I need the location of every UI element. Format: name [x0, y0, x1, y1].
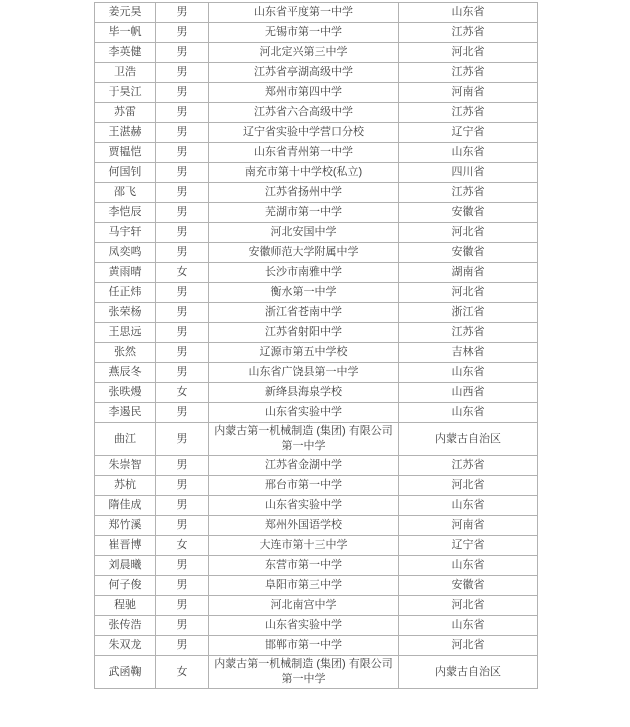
province-cell: 江苏省 [399, 183, 538, 203]
province-cell: 安徽省 [399, 576, 538, 596]
school-cell: 山东省实验中学 [209, 616, 399, 636]
table-row [95, 516, 538, 536]
school-cell: 南充市第十中学校(私立) [209, 163, 399, 183]
province-cell: 浙江省 [399, 303, 538, 323]
table-row [95, 103, 538, 123]
gender-cell: 男 [156, 363, 209, 383]
name-cell: 李英健 [95, 43, 156, 63]
school-cell: 郑州外国语学校 [209, 516, 399, 536]
gender-cell: 男 [156, 556, 209, 576]
name-cell: 苏杭 [95, 476, 156, 496]
table-row [95, 223, 538, 243]
gender-cell: 男 [156, 616, 209, 636]
table-row [95, 596, 538, 616]
gender-cell: 男 [156, 303, 209, 323]
school-cell: 山东省实验中学 [209, 496, 399, 516]
name-cell: 隋佳成 [95, 496, 156, 516]
school-cell: 河北定兴第三中学 [209, 43, 399, 63]
gender-cell: 男 [156, 143, 209, 163]
school-cell: 河北安国中学 [209, 223, 399, 243]
province-cell: 内蒙古自治区 [399, 423, 538, 456]
province-cell: 河北省 [399, 223, 538, 243]
name-cell: 崔晋博 [95, 536, 156, 556]
table-row [95, 43, 538, 63]
name-cell: 黄雨晴 [95, 263, 156, 283]
name-cell: 朱双龙 [95, 636, 156, 656]
table-row [95, 163, 538, 183]
name-cell: 张然 [95, 343, 156, 363]
gender-cell: 男 [156, 476, 209, 496]
province-cell: 山东省 [399, 496, 538, 516]
gender-cell: 男 [156, 243, 209, 263]
province-cell: 河北省 [399, 283, 538, 303]
province-cell: 山东省 [399, 616, 538, 636]
table-row [95, 636, 538, 656]
name-cell: 燕辰冬 [95, 363, 156, 383]
gender-cell: 男 [156, 63, 209, 83]
school-cell: 山东省实验中学 [209, 403, 399, 423]
table-row [95, 456, 538, 476]
province-cell: 河北省 [399, 596, 538, 616]
gender-cell: 男 [156, 83, 209, 103]
gender-cell: 男 [156, 163, 209, 183]
school-cell: 大连市第十三中学 [209, 536, 399, 556]
school-cell: 长沙市南雅中学 [209, 263, 399, 283]
table-row [95, 283, 538, 303]
school-cell: 无锡市第一中学 [209, 23, 399, 43]
name-cell: 毕一帆 [95, 23, 156, 43]
gender-cell: 女 [156, 656, 209, 689]
gender-cell: 男 [156, 23, 209, 43]
table-row [95, 403, 538, 423]
name-cell: 李恺辰 [95, 203, 156, 223]
province-cell: 四川省 [399, 163, 538, 183]
name-cell: 任正炜 [95, 283, 156, 303]
name-cell: 凤奕鸣 [95, 243, 156, 263]
gender-cell: 男 [156, 343, 209, 363]
province-cell: 江苏省 [399, 103, 538, 123]
province-cell: 辽宁省 [399, 123, 538, 143]
gender-cell: 男 [156, 183, 209, 203]
gender-cell: 男 [156, 403, 209, 423]
name-cell: 张传浩 [95, 616, 156, 636]
gender-cell: 男 [156, 223, 209, 243]
gender-cell: 男 [156, 576, 209, 596]
name-cell: 马宇轩 [95, 223, 156, 243]
name-cell: 武函鞠 [95, 656, 156, 689]
gender-cell: 男 [156, 496, 209, 516]
province-cell: 山东省 [399, 3, 538, 23]
name-cell: 苏雷 [95, 103, 156, 123]
province-cell: 江苏省 [399, 456, 538, 476]
province-cell: 江苏省 [399, 23, 538, 43]
table-row [95, 323, 538, 343]
name-cell: 邵飞 [95, 183, 156, 203]
province-cell: 湖南省 [399, 263, 538, 283]
name-cell: 王思远 [95, 323, 156, 343]
table-row [95, 63, 538, 83]
name-cell: 程驰 [95, 596, 156, 616]
province-cell: 安徽省 [399, 203, 538, 223]
name-cell: 曲江 [95, 423, 156, 456]
gender-cell: 男 [156, 596, 209, 616]
gender-cell: 男 [156, 323, 209, 343]
school-cell: 东营市第一中学 [209, 556, 399, 576]
name-cell: 朱崇智 [95, 456, 156, 476]
table-row [95, 576, 538, 596]
gender-cell: 男 [156, 456, 209, 476]
table-row [95, 383, 538, 403]
school-cell: 江苏省射阳中学 [209, 323, 399, 343]
name-cell: 于昊江 [95, 83, 156, 103]
province-cell: 山西省 [399, 383, 538, 403]
province-cell: 安徽省 [399, 243, 538, 263]
students-table [94, 2, 538, 689]
gender-cell: 女 [156, 536, 209, 556]
province-cell: 江苏省 [399, 63, 538, 83]
province-cell: 内蒙古自治区 [399, 656, 538, 689]
school-cell: 邯郸市第一中学 [209, 636, 399, 656]
school-cell: 郑州市第四中学 [209, 83, 399, 103]
gender-cell: 女 [156, 263, 209, 283]
province-cell: 山东省 [399, 143, 538, 163]
table-row [95, 23, 538, 43]
name-cell: 贾韫恺 [95, 143, 156, 163]
school-cell: 芜湖市第一中学 [209, 203, 399, 223]
table-row [95, 363, 538, 383]
table-row [95, 616, 538, 636]
gender-cell: 男 [156, 423, 209, 456]
province-cell: 吉林省 [399, 343, 538, 363]
school-cell: 江苏省亭湖高级中学 [209, 63, 399, 83]
school-cell: 山东省广饶县第一中学 [209, 363, 399, 383]
province-cell: 辽宁省 [399, 536, 538, 556]
school-cell: 江苏省六合高级中学 [209, 103, 399, 123]
school-cell: 辽源市第五中学校 [209, 343, 399, 363]
school-cell: 邢台市第一中学 [209, 476, 399, 496]
school-cell: 河北南宫中学 [209, 596, 399, 616]
table-row [95, 263, 538, 283]
school-cell: 新绛县海泉学校 [209, 383, 399, 403]
school-cell: 内蒙古第一机械制造 (集团) 有限公司第一中学 [209, 656, 399, 689]
province-cell: 河北省 [399, 43, 538, 63]
school-cell: 安徽师范大学附属中学 [209, 243, 399, 263]
name-cell: 张昳熳 [95, 383, 156, 403]
table-row [95, 203, 538, 223]
gender-cell: 男 [156, 283, 209, 303]
gender-cell: 男 [156, 103, 209, 123]
table-row [95, 343, 538, 363]
province-cell: 河南省 [399, 516, 538, 536]
table-row [95, 303, 538, 323]
gender-cell: 男 [156, 203, 209, 223]
table-row [95, 3, 538, 23]
gender-cell: 男 [156, 43, 209, 63]
table-row [95, 536, 538, 556]
table-row [95, 476, 538, 496]
name-cell: 张荣杨 [95, 303, 156, 323]
school-cell: 衡水第一中学 [209, 283, 399, 303]
table-row [95, 123, 538, 143]
province-cell: 江苏省 [399, 323, 538, 343]
province-cell: 河南省 [399, 83, 538, 103]
name-cell: 何国钊 [95, 163, 156, 183]
gender-cell: 男 [156, 516, 209, 536]
school-cell: 浙江省苍南中学 [209, 303, 399, 323]
name-cell: 卫浩 [95, 63, 156, 83]
name-cell: 姜元昊 [95, 3, 156, 23]
name-cell: 王湛赫 [95, 123, 156, 143]
table-row [95, 143, 538, 163]
province-cell: 山东省 [399, 403, 538, 423]
province-cell: 河北省 [399, 476, 538, 496]
school-cell: 山东省平度第一中学 [209, 3, 399, 23]
school-cell: 内蒙古第一机械制造 (集团) 有限公司第一中学 [209, 423, 399, 456]
province-cell: 山东省 [399, 363, 538, 383]
table-row [95, 656, 538, 689]
school-cell: 江苏省金湖中学 [209, 456, 399, 476]
name-cell: 刘晨曦 [95, 556, 156, 576]
name-cell: 何子俊 [95, 576, 156, 596]
name-cell: 郑竹溪 [95, 516, 156, 536]
school-cell: 山东省青州第一中学 [209, 143, 399, 163]
gender-cell: 女 [156, 383, 209, 403]
table-row [95, 556, 538, 576]
table-row [95, 423, 538, 456]
name-cell: 李遏民 [95, 403, 156, 423]
gender-cell: 男 [156, 123, 209, 143]
school-cell: 阜阳市第三中学 [209, 576, 399, 596]
gender-cell: 男 [156, 636, 209, 656]
table-row [95, 496, 538, 516]
table-row [95, 243, 538, 263]
table-row [95, 83, 538, 103]
school-cell: 江苏省扬州中学 [209, 183, 399, 203]
school-cell: 辽宁省实验中学营口分校 [209, 123, 399, 143]
province-cell: 山东省 [399, 556, 538, 576]
table-row [95, 183, 538, 203]
gender-cell: 男 [156, 3, 209, 23]
province-cell: 河北省 [399, 636, 538, 656]
